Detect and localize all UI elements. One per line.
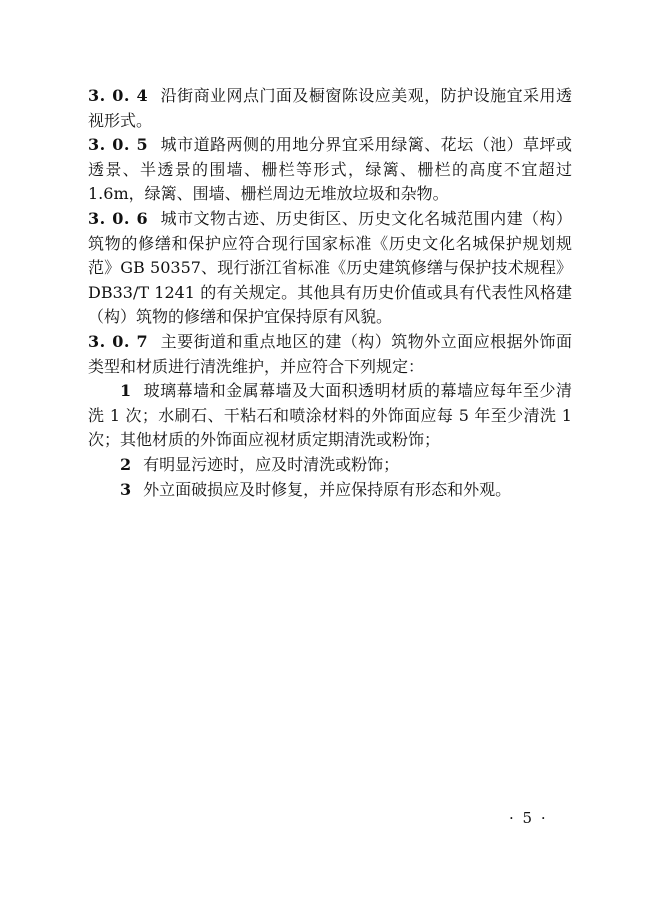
- item-number: 2: [120, 454, 132, 474]
- list-item: [88, 379, 572, 453]
- clause-3-0-6: [88, 207, 572, 330]
- clause-number: 3. 0. 6: [88, 208, 149, 228]
- clause-number: 3. 0. 4: [88, 86, 149, 105]
- clause-text: 城市道路两侧的用地分界宜采用绿篱、花坛（池）草坪或透景、半透景的围墙、栅栏等形式，绿篱、栅栏的高度不宜超过1.6m，绿篱、围墙、栅栏周边无堆放垃圾和杂物。: [88, 135, 572, 204]
- clause-text: 沿街商业网点门面及橱窗陈设应美观，防护设施宜采用透视形式。: [88, 86, 572, 130]
- item-number: 3: [120, 479, 132, 499]
- document-body: [88, 84, 572, 502]
- item-text: 外立面破损应及时修复，并应保持原有形态和外观。: [143, 479, 512, 499]
- clause-3-0-5: [88, 133, 572, 207]
- page-number: · 5 ·: [509, 809, 548, 827]
- item-text: 有明显污迹时，应及时清洗或粉饰；: [143, 454, 400, 474]
- item-text: 玻璃幕墙和金属幕墙及大面积透明材质的幕墙应每年至少清洗 1 次；水刷石、干粘石和喷涂材料的外饰面应每 5 年至少清洗 1 次；其他材质的外饰面应视材质定期清洗或粉饰；: [88, 381, 572, 450]
- list-item: [88, 478, 572, 503]
- clause-text: 城市文物古迹、历史街区、历史文化名城范围内建（构）筑物的修缮和保护应符合现行国家标准《历史文化名城保护规划规范》GB 50357、现行浙江省标准《历史建筑修缮与保护技术规程》DB33/T 1241 的有关规定。其他具有历史价值或具有代表性风格建（构）筑物的修缮和保护宜保持原有风貌。: [88, 208, 572, 327]
- item-number: 1: [120, 381, 132, 401]
- clause-3-0-7: [88, 330, 572, 379]
- clause-text: 主要街道和重点地区的建（构）筑物外立面应根据外饰面类型和材质进行清洗维护，并应符合下列规定：: [88, 331, 572, 376]
- list-item: [88, 453, 572, 478]
- clause-3-0-4: [88, 84, 572, 133]
- clause-number: 3. 0. 5: [88, 135, 149, 155]
- clause-number: 3. 0. 7: [88, 331, 149, 351]
